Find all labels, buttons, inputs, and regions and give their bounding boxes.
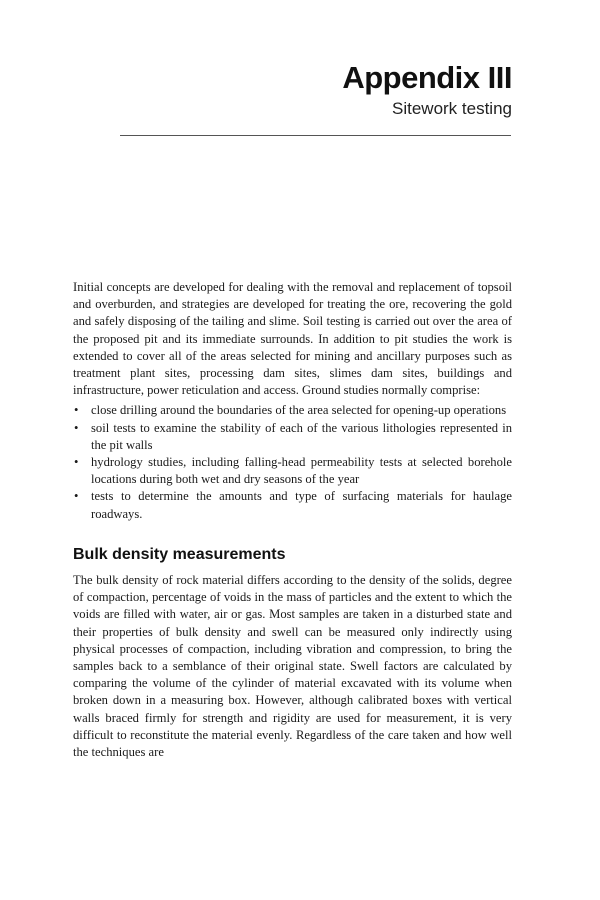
list-item — [73, 488, 512, 522]
list-item-text: soil tests to examine the stability of each of the various lithologies represented in the pit walls — [91, 420, 512, 452]
chapter-title: Appendix III — [342, 60, 512, 95]
bullet-icon: • — [74, 420, 79, 435]
section-heading: Bulk density measurements — [73, 545, 286, 563]
chapter-subtitle: Sitework testing — [392, 99, 512, 118]
body-text — [73, 279, 512, 761]
list-item — [73, 402, 512, 419]
bullet-icon: • — [74, 403, 79, 418]
list-item-text: close drilling around the boundaries of the area selected for opening-up operations — [91, 403, 507, 418]
header-divider — [120, 135, 511, 136]
section-paragraph: The bulk density of rock material differs according to the density of the solids, degree of compaction, percentage of voids in the mass of particles and the extent to which the voids are filled with water, air or gas. Most samples are taken in a disturbed state and their properties of bulk density and swell can be measured only indirectly using physical processes of compaction, including vibration and compression, to bring the samples back to a semblance of their original state. Swell factors are calculated by comparing the volume of the cylinder of material excavated with its volume when broken down in a measuring box. However, although calibrated boxes with vertical walls braced firmly for strength and rigidity are used for measurement, it is very difficult to reconstitute the material evenly. Regardless of the care taken and how well the techniques are — [73, 573, 512, 760]
list-item — [73, 454, 512, 488]
bullet-icon: • — [74, 489, 79, 504]
ground-studies-list — [73, 402, 512, 522]
list-item-text: hydrology studies, including falling-head permeability tests at selected borehole locations during both wet and dry seasons of the year — [91, 455, 512, 487]
intro-paragraph: Initial concepts are developed for dealing with the removal and replacement of topsoil and overburden, and strategies are developed for treating the ore, recovering the gold and safely disposing of the tailing and slime. Soil testing is carried out over the area of the proposed pit and its immediate surrounds. In addition to pit studies the work is extended to cover all of the areas selected for mining and ancillary purposes such as treatment plant sites, processing dam sites, slimes dam sites, buildings and infrastructure, power reticulation and access. Ground studies normally comprise: — [73, 280, 512, 398]
list-item — [73, 420, 512, 454]
list-item-text: tests to determine the amounts and type of surfacing materials for haulage roadways. — [91, 489, 512, 521]
bullet-icon: • — [74, 455, 79, 470]
